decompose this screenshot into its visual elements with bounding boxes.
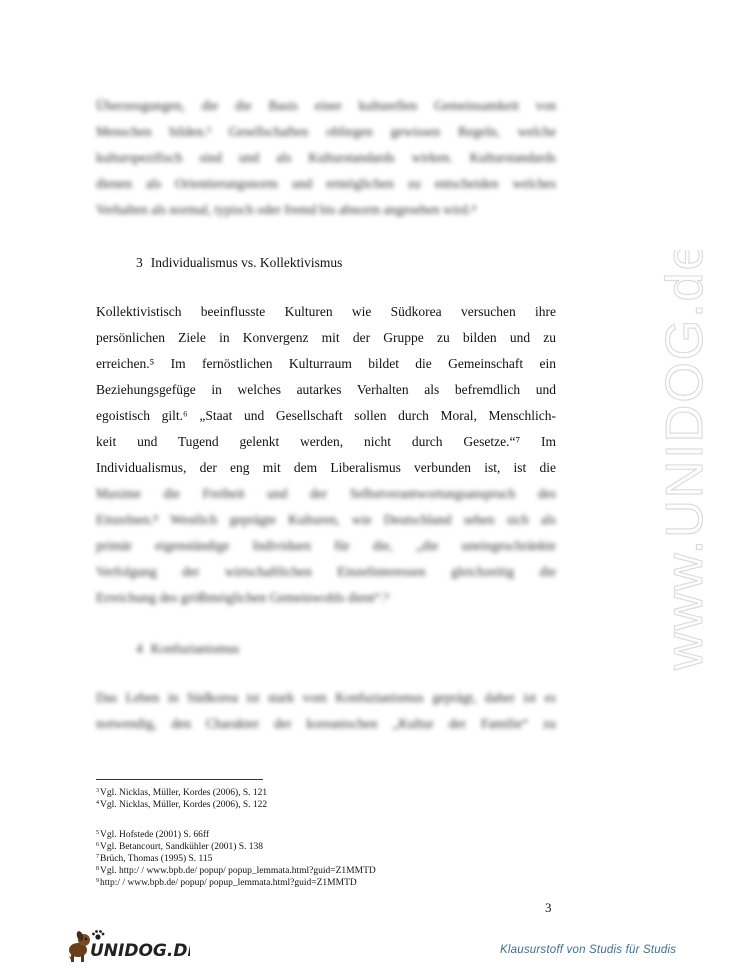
section-body (96, 299, 556, 481)
paragraph-line: Einzelnen.⁸ Westlich geprägte Kulturen, wie Deutschland sehen sich als (96, 512, 556, 527)
footnote: $^6$Vgl. Betancourt, Sandkühler (2001) S. 138 (96, 842, 264, 852)
section-heading (136, 641, 239, 657)
paragraph-line: Überzeugungen, die die Basis einer kulturellen Gemeinsamkeit von (96, 98, 556, 113)
section-number: 3 (136, 255, 143, 270)
paragraph-line: Das Leben in Südkorea ist stark vom Konfuzianismus geprägt, daher ist es (96, 690, 556, 705)
paragraph-line: Erreichung des größtmöglichen Gemeinwohls dient“.⁹ (96, 590, 390, 605)
footnote: $^9$http:/ / www.bpb.de/ popup/ popup_lemmata.html?guid=Z1MMTD (96, 878, 357, 888)
paragraph-line: kulturspezifisch sind und als Kulturstandards wirken. Kulturstandards (96, 150, 556, 165)
paragraph-line: primär eigenständige Individuen für die, „die uneingeschränkte (96, 538, 556, 553)
paragraph-line: Maxime die Freiheit und der Selbstverantwortungsanspruch des (96, 486, 556, 501)
paragraph-line: dienen als Orientierungsnorm und ermöglichen zu entscheiden welches (96, 176, 556, 191)
section-number: 4 (136, 641, 143, 656)
dog-icon (69, 930, 90, 962)
paragraph-line: persönlichen Ziele in Konvergenz mit der Gruppe zu bilden und zu (96, 330, 556, 345)
paragraph-line: notwendig, den Charakter der koreanischen „Kultur der Familie“ zu (96, 716, 556, 731)
footnotes-group (96, 787, 556, 811)
footnotes-group (96, 829, 556, 889)
footnote: $^8$Vgl. http:/ / www.bpb.de/ popup/ popup_lemmata.html?guid=Z1MMTD (96, 866, 376, 876)
section-title: Individualismus vs. Kollektivismus (150, 255, 343, 270)
paragraph-line: keit und Tugend gelenkt werden, nicht durch Gesetze.“⁷ Im (96, 434, 556, 449)
paragraph-line: egoistisch gilt.⁶ „Staat und Gesellschaft sollen durch Moral, Menschlich- (96, 408, 556, 423)
paragraph-line: Individualismus, der eng mit dem Liberalismus verbunden ist, ist die (96, 460, 556, 475)
footnote: $^3$Vgl. Nicklas, Müller, Kordes (2006), S. 121 (96, 788, 268, 798)
footnote-divider (96, 779, 263, 780)
footnote: $^5$Vgl. Hofstede (2001) S. 66ff (96, 830, 210, 840)
footer-slogan: Klausurstoff von Studis für Studis (500, 944, 677, 956)
paragraph-line: Beziehungsgefüge in welches autarkes Verhalten als befremdlich und (96, 382, 556, 397)
paw-icon (92, 930, 104, 940)
top-paragraph (96, 93, 556, 223)
logo-text: UNIDOG.DE (90, 941, 190, 961)
section-title: Konfuzianismus (150, 641, 240, 656)
page-number: 3 (545, 900, 552, 915)
paragraph-line: Verfolgung der wirtschaftlichen Einzelinteressen gleichzeitig die (96, 564, 556, 579)
section-body-blurred (96, 481, 556, 611)
unidog-logo[interactable] (66, 926, 190, 966)
section-heading (136, 255, 342, 271)
paragraph-line: Verhalten als normal, typisch oder fremd bis abnorm angesehen wird.⁴ (96, 202, 476, 217)
footnote: $^7$Brüch, Thomas (1995) S. 115 (96, 854, 213, 864)
section-body-blurred (96, 685, 556, 737)
watermark (590, 250, 750, 690)
paragraph-line: Kollektivistisch beeinflusste Kulturen wie Südkorea versuchen ihre (96, 304, 556, 319)
footnote: $^4$Vgl. Nicklas, Müller, Kordes (2006), S. 122 (96, 800, 268, 810)
paragraph-line: erreichen.⁵ Im fernöstlichen Kulturraum bildet die Gemeinschaft ein (96, 356, 556, 371)
paragraph-line: Menschen bilden.³ Gesellschaften obliegen gewissen Regeln, welche (96, 124, 556, 139)
watermark-text: www.UNIDOG.de (656, 250, 714, 670)
